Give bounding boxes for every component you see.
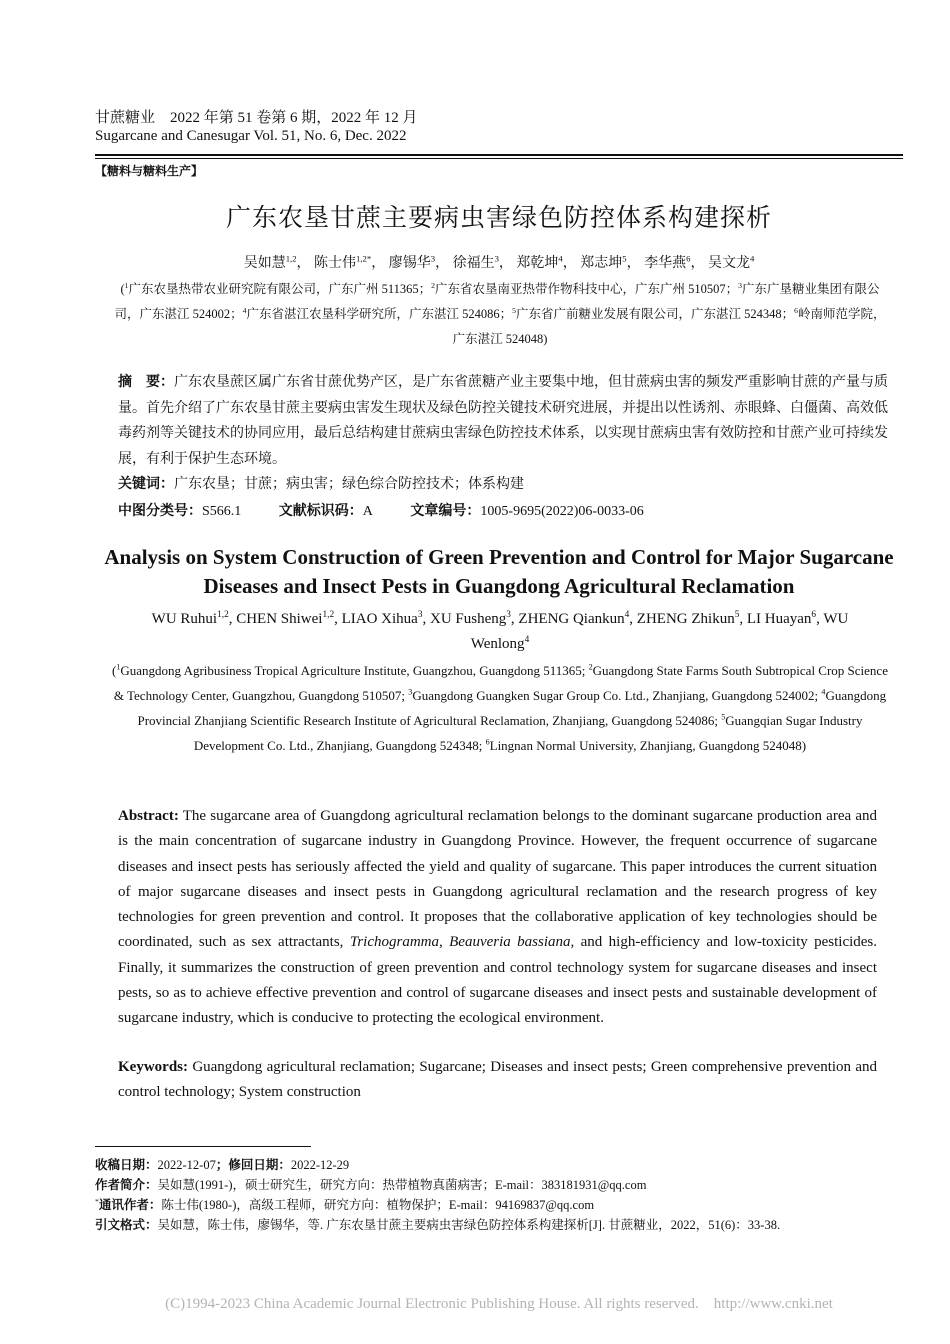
author-cn: 廖锡华$^3$ xyxy=(388,253,436,271)
citation-line: 引文格式：吴如慧，陈士伟，廖锡华，等. 广东农垦甘蔗主要病虫害绿色防控体系构建探析[J]. 甘蔗糖业，2022，51(6)：33-38. xyxy=(95,1217,781,1232)
abstract-label-cn: 摘 要： xyxy=(118,374,174,390)
abstract-en: Abstract: The sugarcane area of Guangdong agricultural reclamation belongs to the dominant sugarcane production area and is the main concentration of sugarcane industry in Guangdong Province. However, the frequent occurrence of sugarcane diseases and insect pests has seriously affected the yield and quality of sugarcane. This paper introduces the current situation of major sugarcane diseases and insect pests in Guangdong agricultural reclamation and the research progress of key technologies for green prevention and control. It proposes that the collaborative application of key technologies should be coordinated, such as sex attractants, Trichogramma, Beauveria bassiana, and high-efficiency and low-toxicity pesticides. Finally, it summarizes the construction of green prevention and control technology system for sugarcane diseases and insect pests, so as to achieve effective prevention and control of sugarcane diseases and insect pests and sustainable development of sugarcane industry, which is conducive to protecting the ecological environment. xyxy=(118,808,878,1027)
keywords-text-cn: 广东农垦；甘蔗；病虫害；绿色综合防控技术；体系构建 xyxy=(174,477,524,492)
author-en: ZHENG Zhikun$^5$ xyxy=(636,610,740,627)
author-cn: 陈士伟$^{1,2*}$ xyxy=(314,253,372,271)
section-tag: 【糖料与糖料生产】 xyxy=(95,164,204,178)
keywords-en xyxy=(118,1055,877,1106)
author-bio-line: 作者简介：吴如慧(1991-)，硕士研究生，研究方向：热带植物真菌病害；E-mail：383181931@qq.com xyxy=(95,1177,647,1192)
abstract-text-cn: 广东农垦蔗区属广东省甘蔗优势产区，是广东省蔗糖产业主要集中地，但甘蔗病虫害的频发严重影响甘蔗的产量与质量。首先介绍了广东农垦甘蔗主要病虫害发生现状及绿色防控关键技术研究进展，并提出以性诱剂、赤眼蜂、白僵菌、高效低毒药剂等关键技术的协同应用，最后总结构建甘蔗病虫害绿色防控技术体系，以实现甘蔗病虫害有效防控和甘蔗产业可持续发展，有利于保护生态环境。 xyxy=(118,375,888,467)
keywords-cn xyxy=(118,473,524,493)
journal-name-cn: 甘蔗糖业 xyxy=(95,110,156,126)
species-names: Trichogramma, Beauveria bassiana xyxy=(349,934,571,951)
author-cn: 李华燕$^6$ xyxy=(644,253,691,271)
author-en: XU Fusheng$^3$ xyxy=(429,610,511,627)
author-list-en: WU Ruhui$^{1,2}$, CHEN Shiwei$^{1,2}$, LIAO Xihua$^3$, XU Fusheng$^3$, ZHENG Qiankun$^4$, ZHENG Zhikun$^5$, LI Huayan$^6$, WU Wenlong$^4$ xyxy=(151,610,849,652)
journal-header-en: Sugarcane and Canesugar Vol. 51, No. 6, Dec. 2022 xyxy=(95,128,407,144)
author-en: ZHENG Qiankun$^4$ xyxy=(518,610,630,627)
abstract-label-en: Abstract: xyxy=(118,808,179,824)
journal-issue-cn: 2022 年第 51 卷第 6 期，2022 年 12 月 xyxy=(170,110,418,126)
affiliations-cn: ($^1$广东农垦热带农业研究院有限公司，广东广州 511365；$^2$广东省农垦南亚热带作物科技中心，广东广州 510507；$^3$广东广垦糖业集团有限公司，广东湛江 524002；$^4$广东省湛江农垦科学研究所，广东湛江 524086；$^5$广东省广前糖业发展有限公司，广东湛江 524348；$^6$岭南师范学院，广东湛江 524048) xyxy=(114,280,886,346)
header-rule-thin xyxy=(95,158,903,159)
author-en: WU Wenlong$^4$ xyxy=(470,611,849,652)
classification-row: 中图分类号：S566.1 文献标识码：A 文章编号：1005-9695(2022)06-0033-06 xyxy=(118,503,644,519)
paper-title-cn: 广东农垦甘蔗主要病虫害绿色防控体系构建探析 xyxy=(225,203,772,232)
author-cn: 吴如慧$^{1,2}$ xyxy=(243,253,297,271)
keywords-text-en: Guangdong agricultural reclamation; Sugarcane; Diseases and insect pests; Green comprehensive prevention and control technology; System construction xyxy=(118,1059,878,1101)
paper-title-en: Analysis on System Construction of Green Prevention and Control for Major Sugarcane Diseases and Insect Pests in Guangdong Agricultural Reclamation xyxy=(104,545,894,598)
author-cn: 吴文龙$^4$ xyxy=(707,253,755,271)
document-code: A xyxy=(362,504,373,519)
author-cn: 徐福生$^3$ xyxy=(452,253,499,271)
journal-header-cn xyxy=(95,106,418,127)
corresponding-author-line: *通讯作者：陈士伟(1980-)，高级工程师，研究方向：植物保护；E-mail：94169837@qq.com xyxy=(95,1196,595,1212)
author-cn: 郑乾坤$^4$ xyxy=(516,253,563,271)
header-rule xyxy=(95,154,903,156)
author-en: CHEN Shiwei$^{1,2}$ xyxy=(236,610,335,627)
footnotes xyxy=(95,1155,903,1235)
author-en: WU Ruhui$^{1,2}$ xyxy=(151,610,229,627)
keywords-label-en: Keywords: xyxy=(118,1059,188,1075)
copyright-watermark: (C)1994-2023 China Academic Journal Electronic Publishing House. All rights reserved. http://www.cnki.net xyxy=(165,1296,833,1312)
author-en: LI Huayan$^6$ xyxy=(746,610,817,627)
footnote-rule xyxy=(95,1146,311,1147)
author-list-cn: 吴如慧$^{1,2}$， 陈士伟$^{1,2*}$， 廖锡华$^3$， 徐福生$^3$， 郑乾坤$^4$， 郑志坤$^5$， 李华燕$^6$， 吴文龙$^4$ xyxy=(243,253,755,271)
keywords-label-cn: 关键词： xyxy=(118,476,174,492)
clc-number: S566.1 xyxy=(202,504,242,519)
author-en: LIAO Xihua$^3$ xyxy=(341,610,423,627)
abstract-cn xyxy=(118,370,888,472)
affiliations-en: ($^1$Guangdong Agribusiness Tropical Agriculture Institute, Guangzhou, Guangdong 511365; $^2$Guangdong State Farms South Subtropical Crop Science & Technology Center, Guangzhou, Guangdong 510507; $^3$Guangdong Guangken Sugar Group Co. Ltd., Zhanjiang, Guangdong 524002; $^4$Guangdong Provincial Zhanjiang Scientific Research Institute of Agricultural Reclamation, Zhanjiang, Guangdong 524086; $^5$Guangqian Sugar Industry Development Co. Ltd., Zhanjiang, Guangdong 524348; $^6$Lingnan Normal University, Zhanjiang, Guangdong 524048) xyxy=(112,662,888,753)
article-number: 1005-9695(2022)06-0033-06 xyxy=(480,504,644,519)
author-cn: 郑志坤$^5$ xyxy=(580,253,627,271)
received-date-line: 收稿日期：2022-12-07；修回日期：2022-12-29 xyxy=(95,1157,350,1172)
